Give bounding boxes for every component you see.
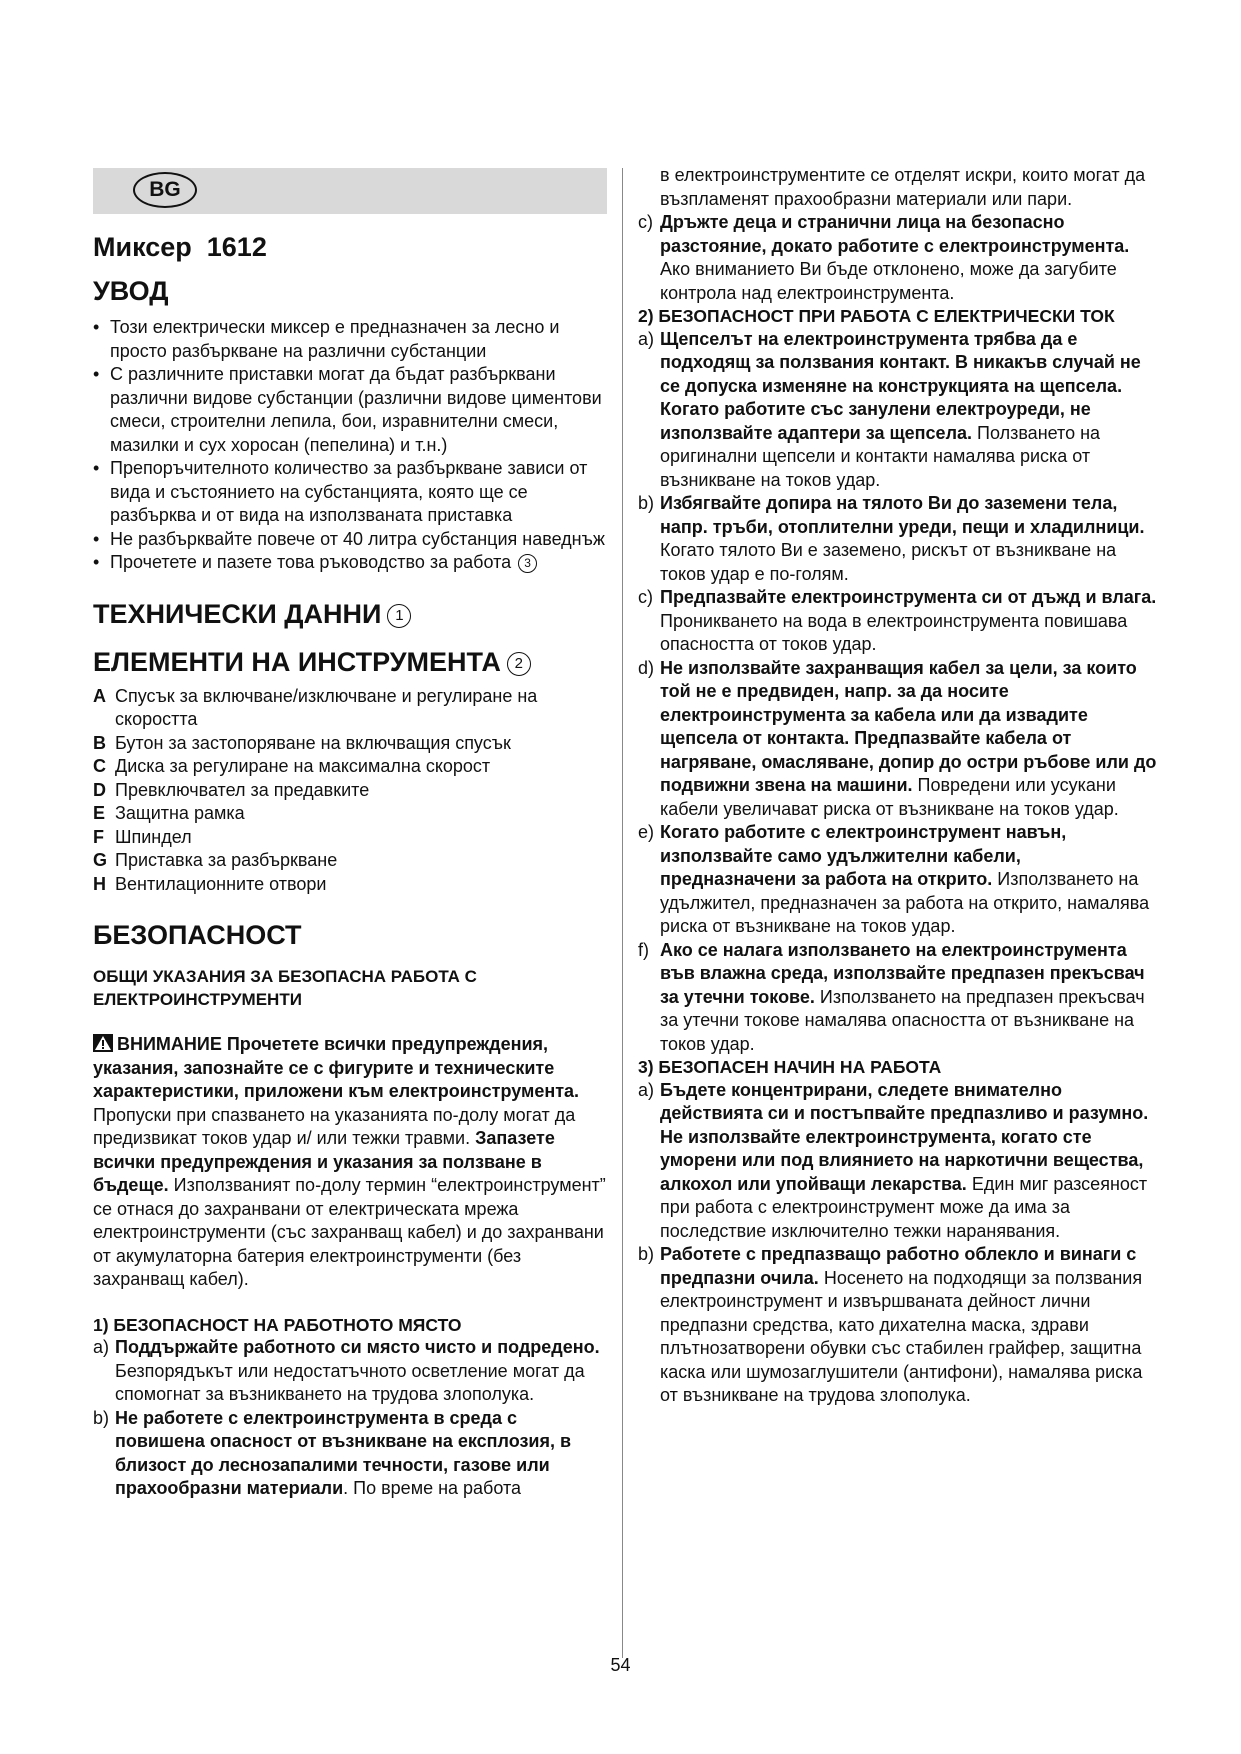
list-item: • Препоръчителното количество за разбъркване зависи от вида и състоянието на субстанцията, която ще се разбърква и от вида на използваната приставка	[93, 457, 610, 528]
safety-heading: БЕЗОПАСНОСТ	[93, 920, 302, 950]
personal-safety-heading: 3) БЕЗОПАСЕН НАЧИН НА РАБОТА	[638, 1057, 942, 1077]
list-item-continuation: в електроинструментите се отделят искри, които могат да възпламенят прахообразни материали или пари.	[660, 165, 1146, 209]
product-title: Миксер 1612	[93, 232, 267, 262]
list-item: • Този електрически миксер е предназначен за лесно и просто разбъркване на различни субстанции	[93, 316, 610, 363]
list-item: C Диска за регулиране на максимална скорост	[93, 756, 491, 776]
list-item: f) Ако се налага използването на електроинструмента във влажна среда, използвайте предпазен прекъсвач за утечни токове. Използването на предпазен прекъсвач за утечни токове намалява опасността от възникване на токов удар.	[638, 939, 1145, 1054]
list-item: G Приставка за разбъркване	[93, 850, 338, 870]
reference-number: 3	[518, 554, 537, 573]
elements-list	[93, 685, 610, 897]
list-item: H Вентилационните отвори	[93, 873, 327, 894]
elements-heading-text: ЕЛЕМЕНТИ НА ИНСТРУМЕНТА	[93, 646, 501, 677]
reference-number: 1	[387, 604, 411, 628]
intro-heading: УВОД	[93, 276, 169, 306]
list-item: D Превключвател за предавките	[93, 779, 370, 800]
work-area-heading: 1) БЕЗОПАСНОСТ НА РАБОТНОТО МЯСТО	[93, 1314, 462, 1335]
list-item: E Защитна рамка	[93, 803, 245, 823]
tech-data-heading	[93, 597, 610, 631]
list-item: b) Не работете с електроинструмента в среда с повишена опасност от възникване на експлозия, в близост до леснозапалими течности, газове или прахообразни материали. По време на работа	[93, 1407, 572, 1498]
list-item: a) Бъдете концентрирани, следете внимателно действията си и постъпвайте предпазливо и разумно. Не използвайте електроинструмента, когато сте уморени или под влиянието на наркотични вещества, алкохол или упойващи лекарства. Един миг разсеяност при работа с електроинструмент може да има за последствие изключително тежки наранявания.	[638, 1079, 1149, 1241]
list-item: c) Дръжте деца и странични лица на безопасно разстояние, докато работите с електроинструмента. Ако вниманието Ви бъде отклонено, може да загубите контрола над електроинструмента.	[638, 212, 1130, 303]
electrical-safety-heading: 2) БЕЗОПАСНОСТ ПРИ РАБОТА С ЕЛЕКТРИЧЕСКИ ТОК	[638, 306, 1115, 326]
page-number: 54	[610, 1655, 631, 1675]
list-item: F Шпиндел	[93, 826, 192, 847]
elements-heading	[93, 645, 610, 679]
general-safety-heading: ОБЩИ УКАЗАНИЯ ЗА БЕЗОПАСНА РАБОТА С ЕЛЕКТРОИНСТРУМЕНТИ	[93, 967, 477, 1009]
warning-paragraph: ВНИМАНИЕ Прочетете всички предупреждения, указания, запознайте се с фигурите и техническите характеристики, приложени към електроинструмента. Пропуски при спазването на указанията по-долу могат да предизвикат токов удар и/ или тежки травми. Запазете всички предупреждения и указания за ползване в бъдеще. Използваният по-долу термин “електроинструмент” се отнася до захранвани от електрическата мрежа електроинструменти (със захранващ кабел) и до захранвани от акумулаторна батерия електроинструменти (без захранващ кабел).	[93, 1034, 606, 1289]
right-column	[638, 164, 1158, 1408]
list-item-text: Прочетете и пазете това ръководство за работа	[110, 552, 512, 572]
list-item: • Не разбърквайте повече от 40 литра субстанция наведнъж	[93, 528, 610, 552]
reference-number: 2	[507, 652, 531, 676]
list-item: a) Щепселът на електроинструмента трябва да е подходящ за ползвания контакт. В никакъв случай не се допуска изменяне на конструкцията на щепсела. Когато работите със занулени електроуреди, не използвайте адаптери за щепсела. Ползването на оригинални щепсели и контакти намалява риска от възникване на токов удар.	[638, 328, 1141, 490]
list-item: c) Предпазвайте електроинструмента си от дъжд и влага. Проникването на вода в електроинструмента повишава опасността от токов удар.	[638, 587, 1157, 654]
tech-data-heading-text: ТЕХНИЧЕСКИ ДАННИ	[93, 598, 382, 629]
list-item: b) Работете с предпазващо работно облекло и винаги с предпазни очила. Носенето на подходящи за ползвания електроинструмент и извършваната дейност лични предпазни средства, като дихателна маска, здрави плътнозатворени обувки със стабилен грайфер, защитна каска или шумозаглушители (антифони), намалява риска от възникване на трудова злополука.	[638, 1244, 1143, 1405]
list-item	[93, 551, 610, 575]
list-item: b) Избягвайте допира на тялото Ви до заземени тела, напр. тръби, отоплителни уреди, пещи и хладилници. Когато тялото Ви е заземено, рискът от възникване на токов удар е по-голям.	[638, 493, 1145, 584]
list-item: B Бутон за застопоряване на включващия спусък	[93, 732, 511, 753]
intro-list	[93, 316, 610, 575]
language-badge: BG	[133, 172, 197, 208]
list-item: e) Когато работите с електроинструмент навън, използвайте само удължителни кабели, предназначени за работа на открито. Използването на удължител, предназначен за работа на открито, намалява риска от възникване на токов удар.	[638, 822, 1150, 936]
language-bar	[93, 168, 607, 214]
list-item: • С различните приставки могат да бъдат разбърквани различни видове субстанции (различни видове циментови смеси, строителни лепила, бои, изравнителни смеси, мазилки и сух хоросан (пепелина) и т.н.)	[93, 363, 610, 457]
warning-icon	[93, 1034, 113, 1052]
column-divider	[622, 168, 623, 1658]
list-item: A Спусък за включване/изключване и регулиране на скоростта	[93, 685, 538, 729]
list-item: d) Не използвайте захранващия кабел за цели, за които той не е предвиден, напр. за да носите електроинструмента за кабела или да извадите щепсела от контакта. Предпазвайте кабела от нагряване, омасляване, допир до остри ръбове или до подвижни звена на машини. Повредени или усукани кабели увеличават риска от възникване на токов удар.	[638, 657, 1157, 819]
list-item: a) Поддържайте работното си място чисто и подредено. Безпорядъкът или недостатъчното осветление могат да спомогнат за възникването на трудова злополука.	[93, 1337, 600, 1404]
